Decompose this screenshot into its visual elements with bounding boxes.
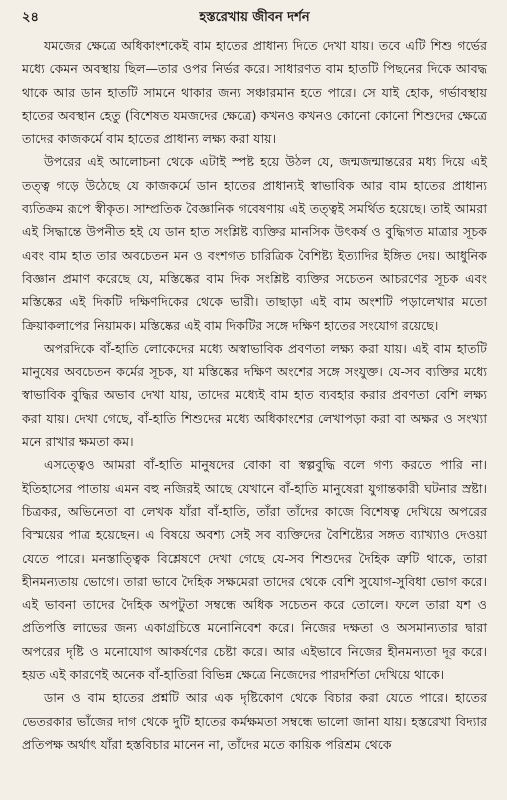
page-number: ২৪ xyxy=(22,10,39,25)
body-text xyxy=(22,34,487,756)
paragraph: অপরদিকে বাঁ-হাতি লোকেদের মধ্যে অস্বাভাবিক প্রবণতা লক্ষ্য করা যায়। এই বাম হাতটি মানুষের অবচেতন কর্মের সূচক, যা মস্তিষ্কের দক্ষিণ অংশের সঙ্গে সংযুক্ত। যে-সব ব্যক্তির মধ্যে স্বাভাবিক বুদ্ধির অভাব দেখা যায়, তাদের মধ্যেই বাম হাত ব্যবহার করার প্রবণতা বেশি লক্ষ্য করা যায়। দেখা গেছে, বাঁ-হাতি শিশুদের মধ্যে অধিকাংশের লেখাপড়া করা বা অক্ষর ও সংখ্যা মনে রাখার ক্ষমতা কম। xyxy=(22,340,487,450)
paragraph: ডান ও বাম হাতের প্রশ্নটি আর এক দৃষ্টিকোণ থেকে বিচার করা যেতে পারে। হাতের ভেতরকার ভাঁজের দাগ থেকে দুটি হাতের কর্মক্ষমতা সম্বন্ধে ভালো জানা যায়। হস্তরেখা বিদ্যার প্রতিপক্ষ অর্থাৎ যাঁরা হস্তবিচার মানেন না, তাঁদের মতে কায়িক পরিশ্রম থেকে xyxy=(22,690,487,752)
running-title: হস্তরেখায় জীবন দর্শন xyxy=(199,10,310,25)
paragraph: যমজের ক্ষেত্রে অধিকাংশকেই বাম হাতের প্রাধান্য দিতে দেখা যায়। তবে এটি শিশু গর্ভের মধ্যে কেমন অবস্থায় ছিল—তার ওপর নির্ভর করে। সাধারণত বাম হাতটি পিছনের দিকে আবদ্ধ থাকে আর ডান হাতটি সামনে থাকার জন্য সঞ্চারমান হতে পারে। সে যাই হোক, গর্ভাবস্থায় হাতের অবস্থান হেতু (বিশেষত যমজদের ক্ষেত্রে) কখনও কখনও কোনো কোনো শিশুদের ক্ষেত্রে তাদের কাজকর্মে বাম হাতের প্রাধান্য লক্ষ্য করা যায়। xyxy=(22,38,487,147)
paragraph: এসত্ত্বেও আমরা বাঁ-হাতি মানুষদের বোকা বা স্বল্পবুদ্ধি বলে গণ্য করতে পারি না। ইতিহাসের পাতায় এমন বহু নজিরই আছে যেখানে বাঁ-হাতি মানুষেরা যুগান্তকারী ঘটনার স্রষ্টা। চিত্রকর, অভিনেতা বা লেখক যাঁরা বাঁ-হাতি, তাঁরা তাঁদের কাজে বিশেষত্ব দেখিয়ে অপরের বিস্ময়ের পাত্র হয়েছেন। এ বিষয়ে অবশ্য সেই সব ব্যক্তিদের বৈশিষ্ট্যের সঙ্গত ব্যাখ্যাও দেওয়া যেতে পারে। মনস্তাত্ত্বিক বিশ্লেষণে দেখা গেছে যে-সব শিশুদের দৈহিক ত্রুটি থাকে, তারা হীনমন্যতায় ভোগে। তারা ভাবে দৈহিক সক্ষমেরা তাদের থেকে বেশি সুযোগ-সুবিধা ভোগ করে। এই ভাবনা তাদের দৈহিক অপটুতা সম্বন্ধে অধিক সচেতন করে তোলে। ফলে তারা যশ ও প্রতিপত্তি লাভের জন্য একাগ্রচিত্তে মনোনিবেশ করে। নিজের দক্ষতা ও অসমান্যতার দ্বারা অপরের দৃষ্টি ও মনোযোগ আকর্ষণের চেষ্টা করে। আর এইভাবে নিজের হীনমন্যতা দূর করে। হয়ত এই কারণেই অনেক বাঁ-হাতিরা বিভিন্ন ক্ষেত্রে নিজেদের পারদর্শিতা দেখিয়ে থাকে। xyxy=(22,457,487,683)
page-header xyxy=(22,8,487,34)
paragraph: উপরের এই আলোচনা থেকে এটাই স্পষ্ট হয়ে উঠল যে, জন্মজন্মান্তরের মধ্য দিয়ে এই তত্ত্ব গড়ে উঠেছে যে কাজকর্মে ডান হাতের প্রাধান্যই স্বাভাবিক আর বাম হাতের প্রাধান্য ব্যতিক্রম রূপে স্বীকৃত। সাম্প্রতিক বৈজ্ঞানিক গবেষণায় এই তত্ত্বই সমর্থিত হয়েছে। তাই আমরা এই সিদ্ধান্তে উপনীত হই যে ডান হাত সংশ্লিষ্ট ব্যক্তির মানসিক উৎকর্ষ ও বুদ্ধিগত মাত্রার সূচক এবং বাম হাত তার অবচেতন মন ও বংশগত চারিত্রিক বৈশিষ্ট্য ইত্যাদির ইঙ্গিত দেয়। আধুনিক বিজ্ঞান প্রমাণ করেছে যে, মস্তিষ্কের বাম দিক সংশ্লিষ্ট ব্যক্তির সচেতন আচরণের সূচক এবং মস্তিষ্কের এই দিকটি দক্ষিণদিকের থেকে ভারী। তাছাড়া এই বাম অংশটি পড়ালেখার মতো ক্রিয়াকলাপের নিয়ামক। মস্তিষ্কের এই বাম দিকটির সঙ্গে দক্ষিণ হাতের সংযোগ রয়েছে। xyxy=(22,154,487,333)
